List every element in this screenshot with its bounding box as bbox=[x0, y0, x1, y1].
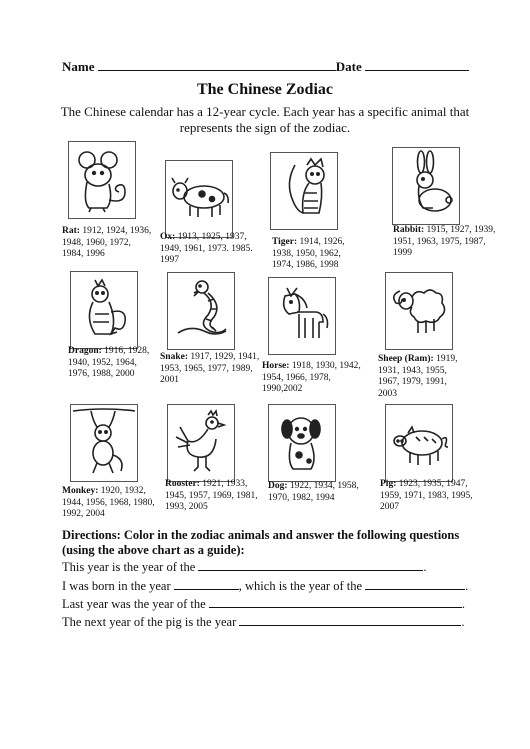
rat-icon bbox=[68, 141, 136, 219]
question-3: Last year was the year of the . bbox=[62, 597, 465, 611]
sheep-caption: Sheep (Ram): 1919, 1931, 1943, 1955, 1967, 1979, 1991, 2003 bbox=[378, 354, 458, 399]
tiger-icon bbox=[270, 152, 338, 230]
question-4: The next year of the pig is the year . bbox=[62, 615, 465, 629]
name-date-row bbox=[62, 58, 469, 75]
pig-caption: Pig: 1923, 1935, 1947, 1959, 1971, 1983, 1995, 2007 bbox=[380, 479, 473, 512]
ox-icon bbox=[165, 160, 233, 238]
ox-caption: Ox: 1913, 1925, 1937, 1949, 1961, 1973. 1985. 1997 bbox=[160, 232, 253, 265]
monkey-caption: Monkey: 1920, 1932, 1944, 1956, 1968, 1980, 1992, 2004 bbox=[62, 486, 155, 519]
page-title: The Chinese Zodiac bbox=[196, 81, 333, 98]
answer-3-field[interactable] bbox=[209, 596, 462, 608]
answer-1-field[interactable] bbox=[198, 559, 423, 571]
dog-caption: Dog: 1922, 1934, 1958, 1970, 1982, 1994 bbox=[268, 481, 359, 503]
pig-icon bbox=[385, 404, 453, 482]
birth-animal-field[interactable] bbox=[365, 578, 465, 590]
rooster-caption: Rooster: 1921, 1933, 1945, 1957, 1969, 1981, 1993, 2005 bbox=[165, 479, 258, 512]
directions-text: Directions: Color in the zodiac animals and answer the following questions (using the above chart as a guide): bbox=[62, 528, 460, 557]
answer-4-field[interactable] bbox=[239, 614, 461, 626]
rat-caption: Rat: 1912, 1924, 1936, 1948, 1960, 1972, 1984, 1996 bbox=[62, 226, 152, 259]
date-field[interactable] bbox=[365, 58, 469, 71]
intro-text: The Chinese calendar has a 12-year cycle. Each year has a specific animal that represents the sign of the zodiac. bbox=[60, 104, 470, 135]
snake-caption: Snake: 1917, 1929, 1941, 1953, 1965, 1977, 1989, 2001 bbox=[160, 352, 260, 385]
monkey-icon bbox=[70, 404, 138, 482]
rabbit-icon bbox=[392, 147, 460, 225]
sheep-icon bbox=[385, 272, 453, 350]
birth-year-field[interactable] bbox=[174, 578, 239, 590]
rooster-icon bbox=[167, 404, 235, 482]
question-2: I was born in the year , which is the year of the . bbox=[62, 579, 469, 593]
snake-icon bbox=[167, 272, 235, 350]
dragon-icon bbox=[70, 271, 138, 349]
rabbit-caption: Rabbit: 1915, 1927, 1939, 1951, 1963, 1975, 1987, 1999 bbox=[393, 225, 496, 258]
name-field[interactable] bbox=[98, 58, 336, 71]
horse-icon bbox=[268, 277, 336, 355]
dragon-caption: Dragon: 1916, 1928, 1940, 1952, 1964, 1976, 1988, 2000 bbox=[68, 346, 150, 379]
question-1: This year is the year of the . bbox=[62, 560, 427, 574]
horse-caption: Horse: 1918, 1930, 1942, 1954, 1966, 1978, 1990,2002 bbox=[262, 361, 361, 394]
dog-icon bbox=[268, 404, 336, 482]
tiger-caption: Tiger: 1914, 1926, 1938, 1950, 1962, 1974, 1986, 1998 bbox=[272, 237, 345, 270]
name-label: Name bbox=[62, 59, 95, 74]
date-label: Date bbox=[335, 59, 362, 74]
